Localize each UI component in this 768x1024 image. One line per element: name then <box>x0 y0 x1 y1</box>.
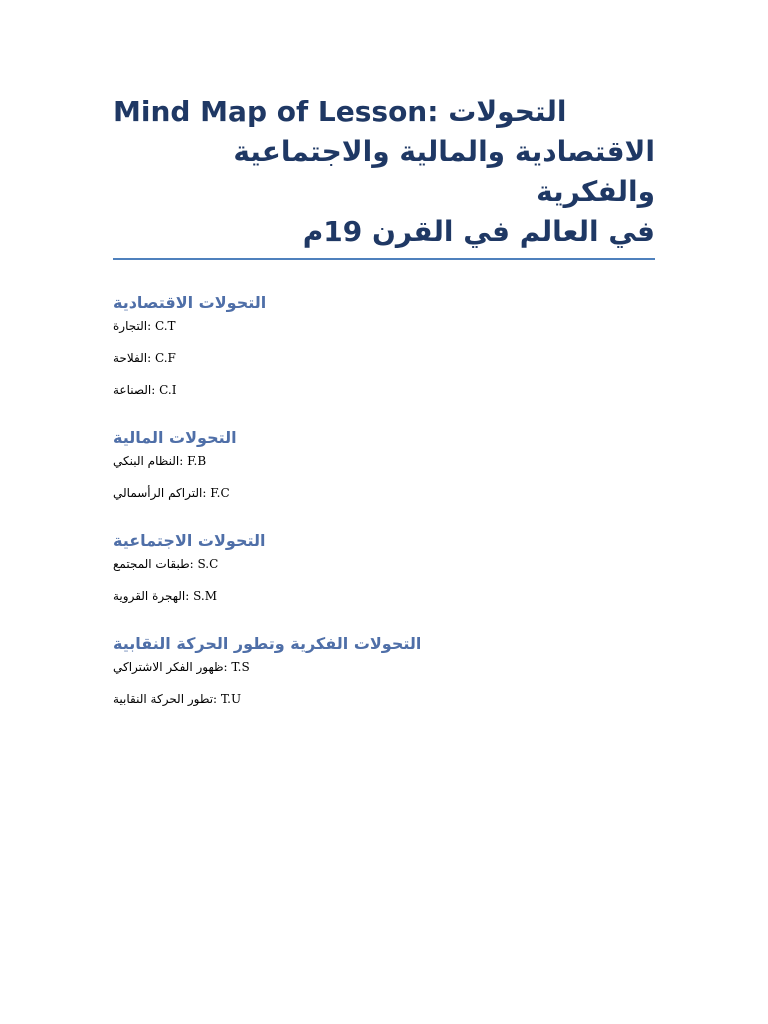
list-item: ظهور الفكر الاشتراكي: T.S <box>113 660 250 674</box>
document-title <box>113 92 655 260</box>
item-label: التراكم الرأسمالي <box>113 486 203 500</box>
list-item: الصناعة: C.I <box>113 383 177 397</box>
list-item: النظام البنكي: F.B <box>113 454 207 468</box>
list-item: تطور الحركة النقابية: T.U <box>113 692 242 706</box>
document-page <box>113 92 655 708</box>
title-line: Mind Map of Lesson: التحولات <box>113 95 567 128</box>
item-label: التجارة <box>113 319 148 333</box>
list-item: التراكم الرأسمالي: F.C <box>113 486 230 500</box>
item-label: تطور الحركة النقابية <box>113 692 214 706</box>
item-label: الهجرة القروية <box>113 589 186 603</box>
section-heading: التحولات المالية <box>113 428 237 447</box>
item-label: الفلاحة <box>113 351 148 365</box>
title-line: في العالم في القرن 19م <box>302 215 655 248</box>
list-item: التجارة: C.T <box>113 319 176 333</box>
title-line: الاقتصادية والمالية والاجتماعية والفكرية <box>233 135 655 208</box>
item-code: T.S <box>231 660 250 674</box>
item-code: C.I <box>159 383 177 397</box>
section-financial <box>113 427 655 502</box>
section-social <box>113 530 655 605</box>
list-item: الهجرة القروية: S.M <box>113 589 218 603</box>
item-label: طبقات المجتمع <box>113 557 190 571</box>
item-code: C.T <box>154 319 176 333</box>
section-economic <box>113 292 655 399</box>
section-intellectual <box>113 633 655 708</box>
item-label: النظام البنكي <box>113 454 180 468</box>
item-code: C.F <box>154 351 176 365</box>
list-item: الفلاحة: C.F <box>113 351 176 365</box>
section-heading: التحولات الاقتصادية <box>113 293 267 312</box>
item-code: F.B <box>187 454 207 468</box>
item-code: T.U <box>220 692 242 706</box>
item-label: ظهور الفكر الاشتراكي <box>113 660 224 674</box>
section-heading: التحولات الفكرية وتطور الحركة النقابية <box>113 634 422 653</box>
item-label: الصناعة <box>113 383 152 397</box>
item-code: F.C <box>210 486 230 500</box>
item-code: S.C <box>197 557 219 571</box>
item-code: S.M <box>193 589 218 603</box>
section-heading: التحولات الاجتماعية <box>113 531 266 550</box>
list-item: طبقات المجتمع: S.C <box>113 557 219 571</box>
